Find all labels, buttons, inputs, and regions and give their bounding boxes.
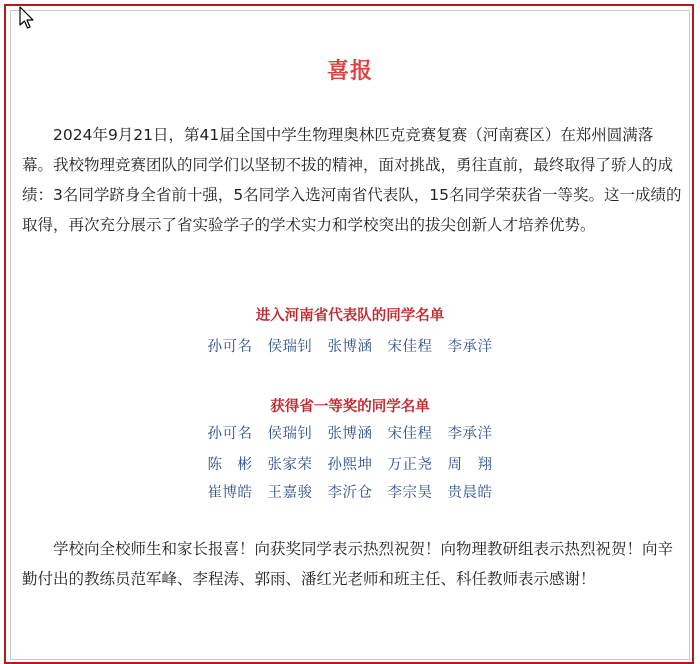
provincial-team-heading: 进入河南省代表队的同学名单 bbox=[255, 308, 445, 324]
mouse-pointer-icon bbox=[18, 6, 36, 30]
closing-paragraph: 学校向全校师生和家长报喜！向获奖同学表示热烈祝贺！向物理教研组表示热烈祝贺！向辛勤付出的教练员范军峰、李程涛、郭雨、潘红光老师和班主任、科任教师表示感谢！ bbox=[22, 540, 674, 588]
first-prize-heading: 获得省一等奖的同学名单 bbox=[270, 399, 430, 415]
page-title: 喜报 bbox=[326, 59, 373, 84]
first-prize-names-row: 陈 彬 张家荣 孙熙坤 万正尧 周 翔 bbox=[207, 457, 493, 473]
provincial-team-names-row: 孙可名 侯瑞钊 张博涵 宋佳程 李承洋 bbox=[207, 339, 493, 355]
first-prize-names-row: 孙可名 侯瑞钊 张博涵 宋佳程 李承洋 bbox=[207, 426, 493, 442]
intro-paragraph: 2024年9月21日，第41届全国中学生物理奥林匹克竞赛复赛（河南赛区）在郑州圆满落幕。我校物理竞赛团队的同学们以坚韧不拔的精神，面对挑战，勇往直前，最终取得了骄人的成绩：3名同学跻身全省前十强，5名同学入选河南省代表队，15名同学荣获省一等奖。这一成绩的取得，再次充分展示了省实验学子的学术实力和学校突出的拔尖创新人才培养优势。 bbox=[22, 126, 682, 234]
first-prize-names-row: 崔博皓 王嘉骏 李沂仓 李宗昊 贵晨皓 bbox=[207, 485, 493, 501]
